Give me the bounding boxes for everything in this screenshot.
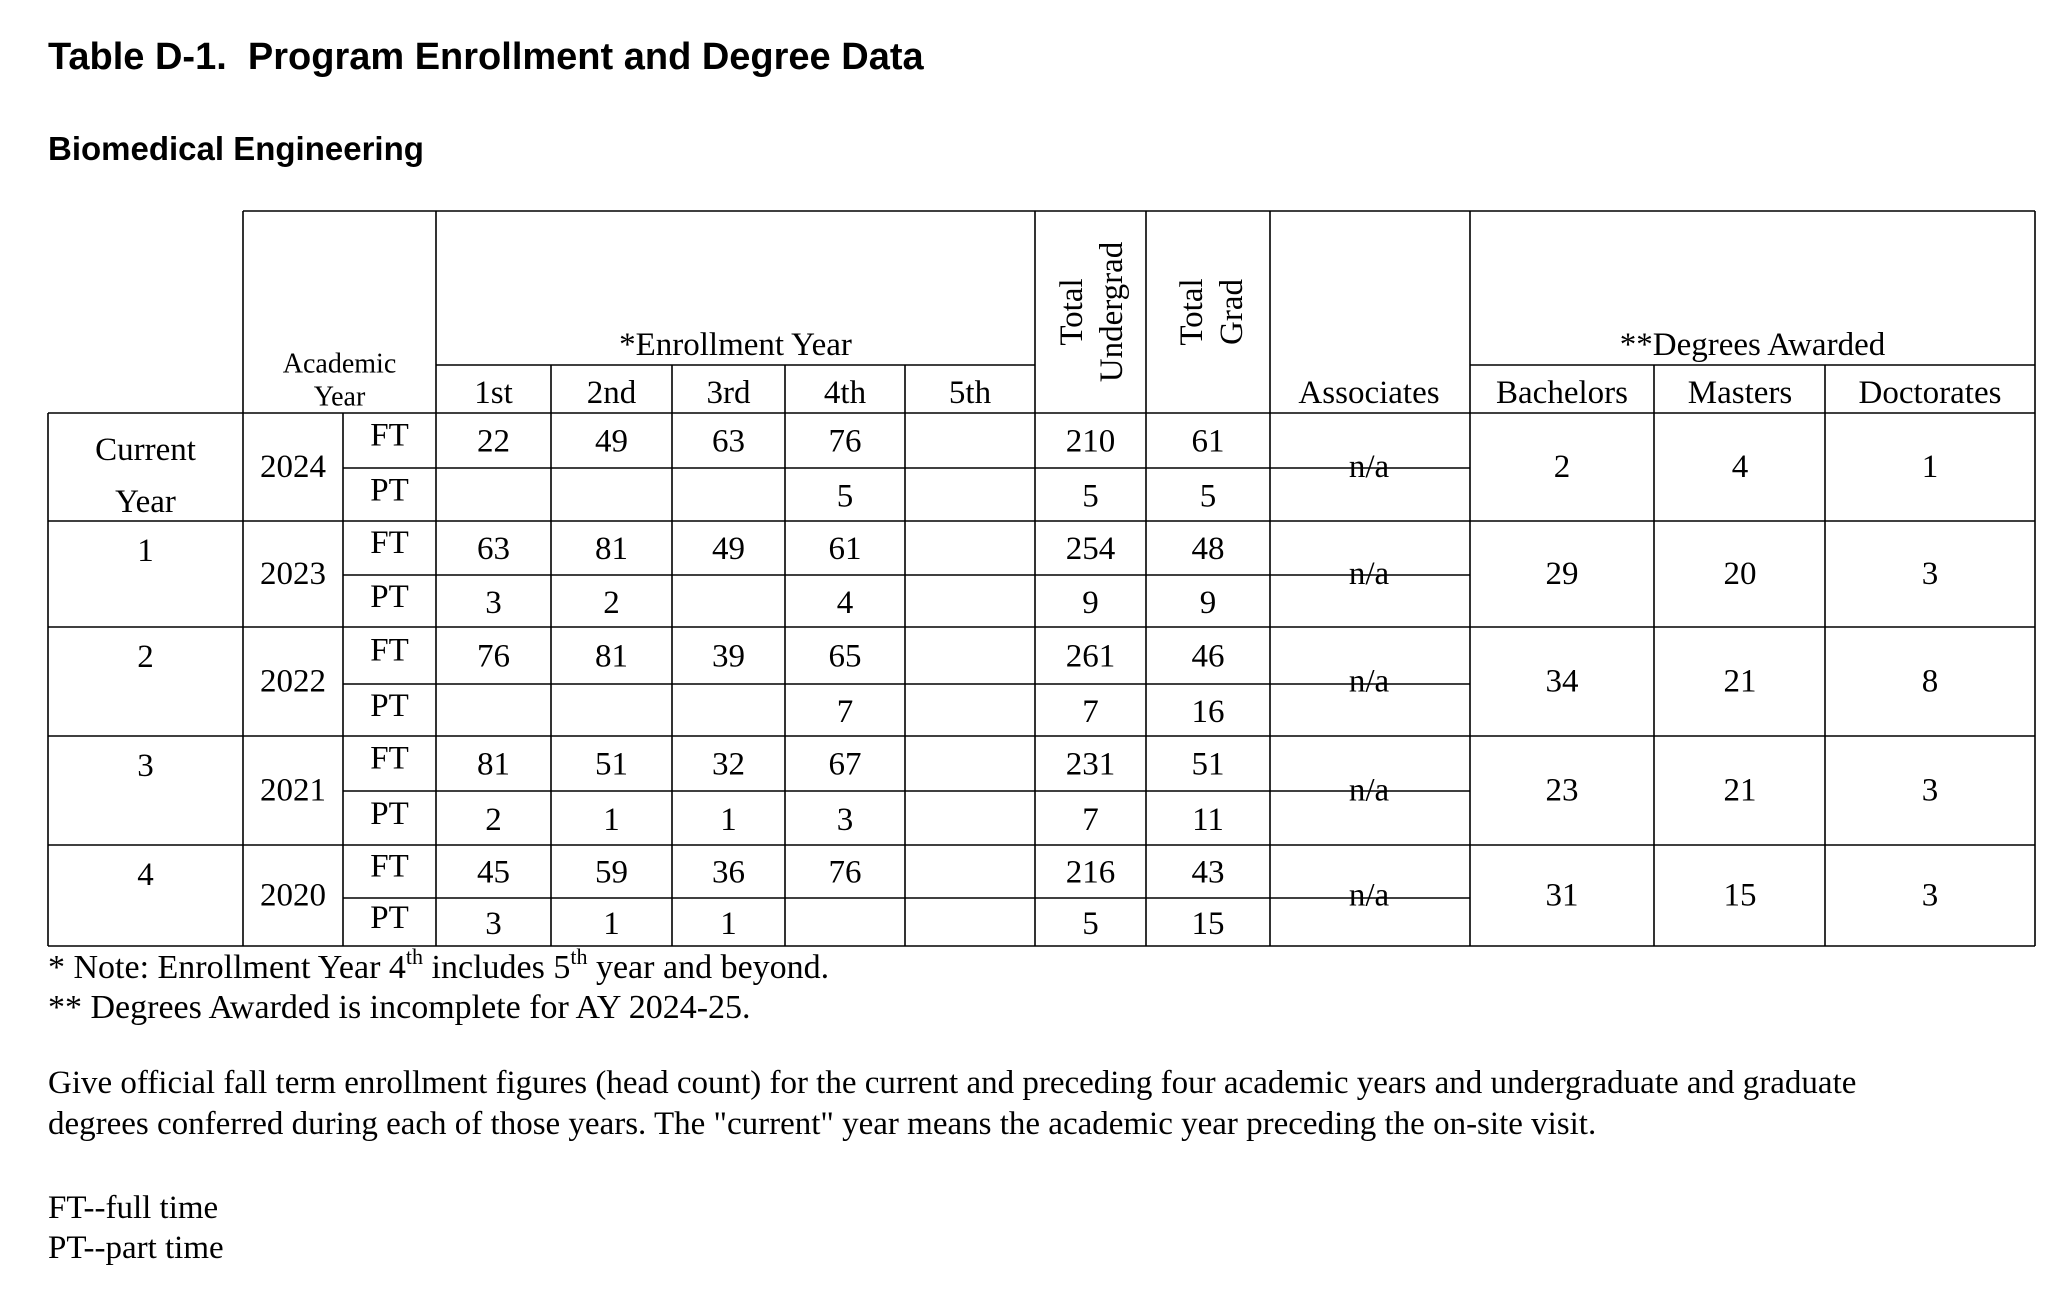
ft-label: FT: [370, 740, 409, 777]
ft-cell: 254: [1065, 531, 1116, 567]
degree-cell: 29: [1545, 556, 1579, 592]
ft-label: FT: [370, 848, 409, 885]
pt-cell: 16: [1191, 694, 1225, 730]
row-label: 4: [137, 857, 154, 893]
degree-cell: n/a: [1348, 877, 1390, 914]
ft-cell: 81: [595, 531, 628, 567]
enrollment-col-header: 4th: [823, 375, 867, 411]
pt-cell: 15: [1191, 906, 1225, 942]
ft-cell: 61: [828, 531, 862, 567]
degree-cell: 4: [1731, 449, 1749, 485]
ft-cell: 32: [712, 746, 745, 783]
ft-cell: 49: [595, 423, 628, 460]
row-label: Year: [115, 484, 176, 520]
degree-cell: 1: [1921, 449, 1939, 485]
legend-ft: FT--full time: [48, 1190, 219, 1226]
row-label: Current: [95, 432, 196, 468]
degree-cell: n/a: [1348, 772, 1390, 809]
degree-cell: n/a: [1348, 663, 1390, 700]
pt-cell: 9: [1199, 585, 1217, 621]
pt-cell: 4: [836, 585, 854, 621]
ft-cell: 261: [1065, 638, 1116, 675]
pt-cell: 3: [485, 585, 502, 621]
ft-cell: 36: [712, 854, 745, 891]
degree-cell: 20: [1723, 556, 1757, 592]
row-label: 1: [137, 533, 154, 569]
pt-cell: 9: [1082, 585, 1099, 621]
enrollment-year-header: *Enrollment Year: [619, 327, 852, 363]
pt-cell: 5: [1199, 478, 1217, 515]
pt-label: PT: [370, 579, 409, 615]
ft-cell: 210: [1065, 423, 1116, 460]
degree-col-header: Bachelors: [1496, 375, 1628, 411]
ft-cell: 51: [595, 746, 628, 783]
ft-cell: 231: [1065, 746, 1116, 783]
ft-cell: 59: [595, 854, 628, 891]
ft-cell: 76: [828, 854, 862, 891]
table-title: Table D-1. Program Enrollment and Degree Data: [48, 36, 924, 78]
ft-cell: 76: [828, 423, 862, 460]
ft-cell: 81: [595, 638, 628, 675]
academic-year-value: 2024: [260, 449, 326, 485]
pt-cell: 11: [1192, 802, 1224, 838]
pt-label: PT: [370, 796, 409, 832]
ft-cell: 65: [828, 638, 862, 675]
academic-year-value: 2023: [260, 556, 326, 592]
pt-label: PT: [370, 688, 409, 724]
pt-label: PT: [370, 900, 409, 936]
degree-col-header: Associates: [1298, 375, 1440, 411]
enrollment-col-header: 2nd: [586, 375, 637, 411]
ft-cell: 46: [1191, 638, 1225, 675]
degree-cell: 3: [1921, 877, 1939, 914]
ft-cell: 63: [477, 531, 510, 567]
ft-cell: 51: [1191, 746, 1225, 783]
pt-cell: 1: [603, 802, 620, 838]
pt-cell: 5: [1082, 478, 1099, 515]
pt-cell: 3: [836, 802, 854, 838]
enrollment-col-header: 3rd: [706, 375, 751, 411]
degree-cell: 8: [1921, 663, 1939, 700]
pt-cell: 7: [1082, 802, 1099, 838]
total-grad-header: Grad: [1214, 279, 1250, 345]
degree-cell: 3: [1921, 556, 1939, 592]
degree-cell: 23: [1545, 772, 1579, 809]
pt-label: PT: [370, 472, 409, 509]
ft-cell: 49: [712, 531, 745, 567]
pt-cell: 3: [485, 906, 502, 942]
degree-cell: n/a: [1348, 449, 1390, 485]
footnote-degrees: ** Degrees Awarded is incomplete for AY 2024-25.: [48, 989, 751, 1026]
footnote-enrollment: * Note: Enrollment Year 4th includes 5th year and beyond.: [48, 944, 830, 986]
ft-cell: 81: [477, 746, 510, 783]
total-undergrad-header: Undergrad: [1094, 241, 1130, 383]
ft-cell: 67: [828, 746, 862, 783]
instructions-paragraph: Give official fall term enrollment figures (head count) for the current and preceding four academic years and undergraduate and graduate degrees conferred during each of those years. The "current" year means the academic year preceding the on-site visit.: [48, 1065, 1857, 1142]
degree-cell: n/a: [1348, 556, 1390, 592]
pt-cell: 1: [603, 906, 620, 942]
enrollment-col-header: 5th: [948, 375, 992, 411]
pt-cell: 1: [720, 802, 737, 838]
degree-col-header: Masters: [1687, 375, 1793, 411]
ft-label: FT: [370, 632, 409, 669]
academic-year-value: 2021: [260, 772, 326, 809]
row-label: 3: [137, 748, 154, 784]
degree-cell: 2: [1553, 449, 1571, 485]
academic-year-header: Year: [313, 381, 366, 413]
academic-year-value: 2020: [260, 877, 326, 914]
program-name: Biomedical Engineering: [48, 130, 424, 167]
degree-cell: 21: [1723, 663, 1757, 700]
pt-cell: 5: [1082, 906, 1099, 942]
degree-col-header: Doctorates: [1858, 375, 2002, 411]
pt-cell: 2: [485, 802, 502, 838]
degrees-awarded-header: **Degrees Awarded: [1619, 327, 1886, 363]
row-label: 2: [137, 639, 154, 675]
ft-cell: 45: [477, 854, 510, 891]
degree-cell: 21: [1723, 772, 1757, 809]
total-grad-header: Total: [1174, 278, 1210, 346]
degree-cell: 3: [1921, 772, 1939, 809]
legend-pt: PT--part time: [48, 1230, 224, 1266]
pt-cell: 2: [603, 585, 620, 621]
ft-cell: 39: [712, 638, 745, 675]
ft-cell: 22: [477, 423, 510, 460]
academic-year-header: Academic: [282, 348, 397, 380]
enrollment-col-header: 1st: [474, 375, 513, 411]
degree-cell: 34: [1545, 663, 1579, 700]
pt-cell: 7: [1082, 694, 1099, 730]
pt-cell: 7: [836, 694, 854, 730]
ft-label: FT: [370, 417, 409, 454]
ft-cell: 61: [1191, 423, 1225, 460]
degree-cell: 31: [1545, 877, 1579, 914]
ft-label: FT: [370, 525, 409, 561]
ft-cell: 76: [477, 638, 510, 675]
pt-cell: 1: [720, 906, 737, 942]
ft-cell: 48: [1191, 531, 1225, 567]
ft-cell: 63: [712, 423, 745, 460]
academic-year-value: 2022: [260, 663, 326, 700]
degree-cell: 15: [1723, 877, 1757, 914]
total-undergrad-header: Total: [1054, 278, 1090, 346]
ft-cell: 216: [1065, 854, 1116, 891]
pt-cell: 5: [836, 478, 854, 515]
ft-cell: 43: [1191, 854, 1225, 891]
